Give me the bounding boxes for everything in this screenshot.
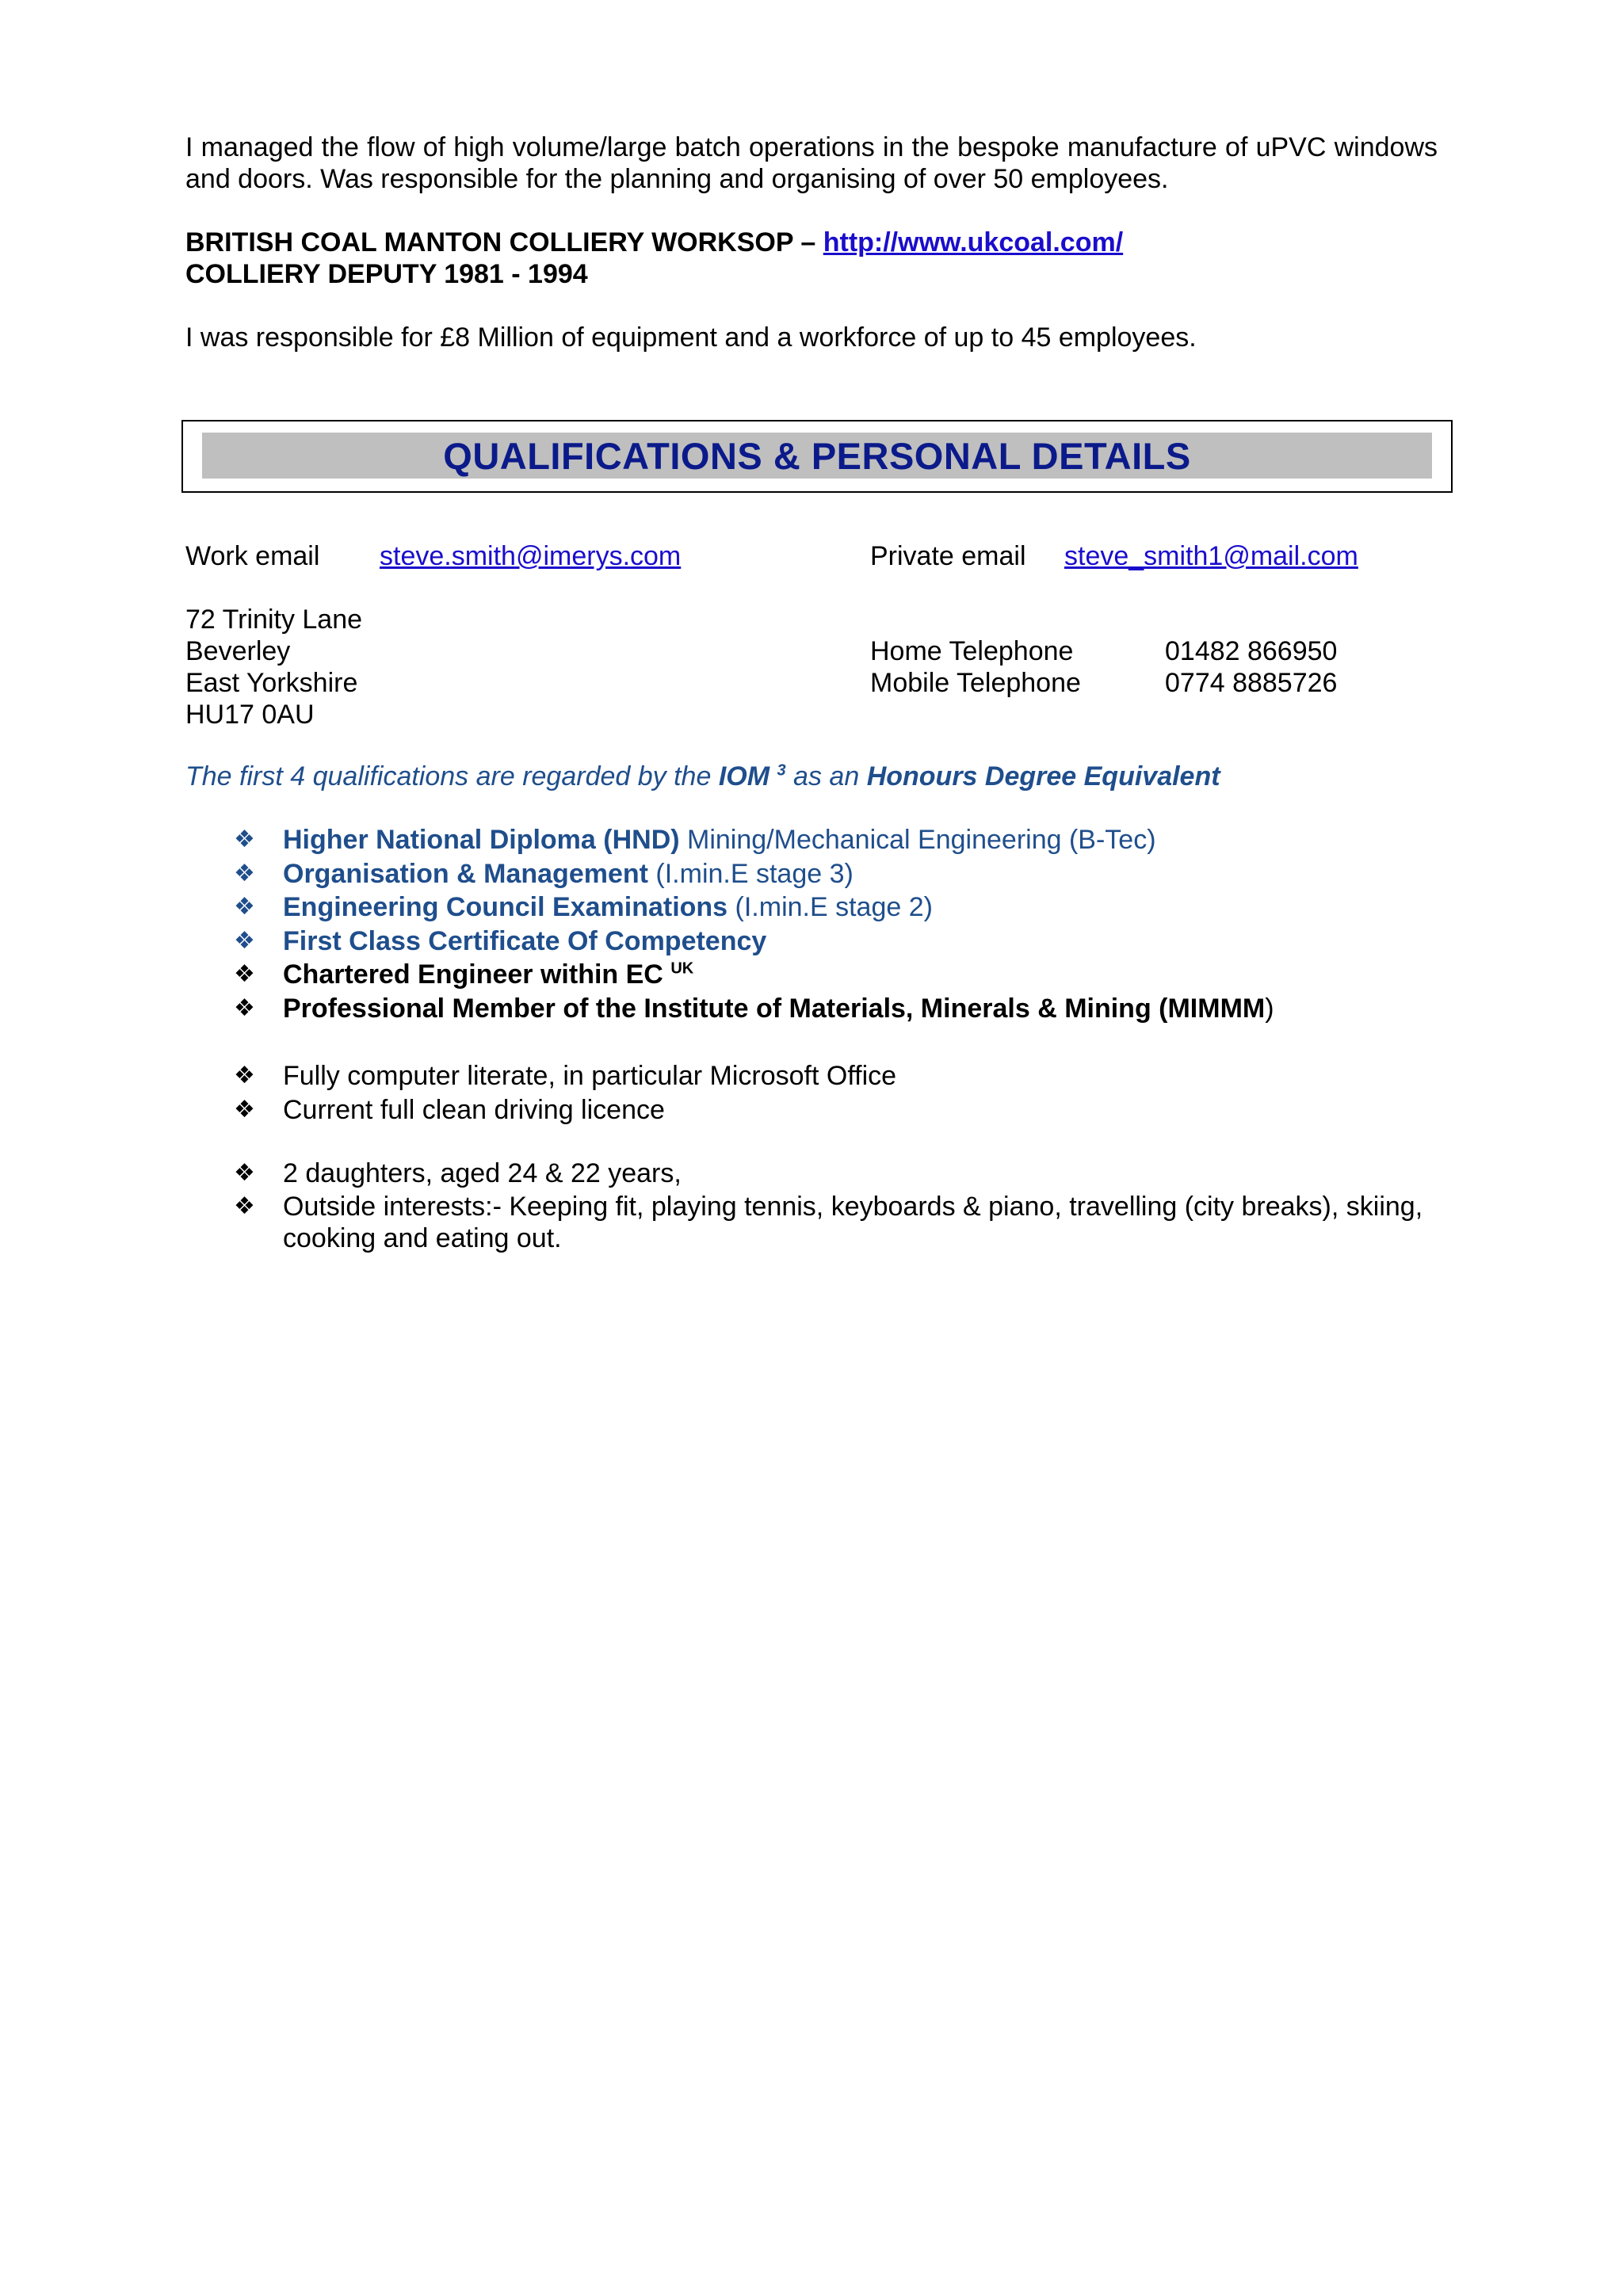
home-telephone-number: 01482 866950 [1165,636,1338,666]
address-line: East Yorkshire [185,668,358,698]
list-item [234,1093,1454,1127]
qualification-title: Professional Member of the Institute of Materials, Minerals & Mining (MIMMM [283,993,1266,1024]
qualification-title: Organisation & Management [283,858,648,889]
qualification-title: Engineering Council Examinations [283,892,728,922]
qualification-title: First Class Certificate Of Competency [283,925,767,956]
list-item [234,958,1454,992]
skill-text: Fully computer literate, in particular Microsoft Office [283,1061,897,1091]
work-email-label: Work email [185,541,320,571]
section-heading-box [181,420,1453,493]
skill-text: Current full clean driving licence [283,1094,665,1125]
section-heading-band [202,433,1432,479]
employer-name: BRITISH COAL MANTON COLLIERY WORKSOP – [185,227,823,257]
role-heading: COLLIERY DEPUTY 1981 - 1994 [185,259,588,289]
qualification-title: Higher National Diploma (HND) [283,825,680,855]
list-item [234,823,1454,857]
bullet-icon: ❖ [234,1160,255,1186]
personal-text: 2 daughters, aged 24 & 22 years, [283,1158,682,1188]
qualification-detail: (I.min.E stage 3) [647,858,854,889]
address-line: 72 Trinity Lane [185,605,363,635]
note-prefix: The first 4 qualifications are regarded by the [185,761,719,791]
note-iom: IOM [718,761,770,791]
list-item [234,925,1454,959]
bullet-icon: ❖ [234,1062,255,1089]
address-block [185,604,362,730]
mobile-telephone-label: Mobile Telephone [870,668,1081,698]
employer-website-link[interactable]: http://www.ukcoal.com/ [823,227,1124,257]
employer-heading [185,227,1438,258]
list-item [234,891,1454,925]
qualifications-note [185,761,1453,792]
mobile-telephone-number: 0774 8885726 [1165,668,1338,698]
list-item [234,1157,1454,1191]
list-item [234,992,1454,1026]
note-middle: as an [785,761,867,791]
home-telephone-label: Home Telephone [870,636,1074,666]
qualifications-list [234,823,1454,1025]
list-item [234,857,1454,891]
responsibility-paragraph: I was responsible for £8 Million of equipment and a workforce of up to 45 employees. [185,322,1197,353]
qualification-detail: (I.min.E stage 2) [727,892,933,922]
section-title: QUALIFICATIONS & PERSONAL DETAILS [443,434,1191,477]
bullet-icon: ❖ [234,826,255,852]
bullet-icon: ❖ [234,927,255,954]
address-line: HU17 0AU [185,700,315,730]
qualification-title: Chartered Engineer within EC [283,959,663,990]
bullet-icon: ❖ [234,894,255,920]
skills-list [234,1059,1454,1127]
personal-text: Outside interests:- Keeping fit, playing tennis, keyboards & piano, travelling (city breaks), skiing, cooking and eating out. [283,1191,1423,1253]
private-email-link[interactable]: steve_smith1@mail.com [1064,541,1358,571]
qualification-detail: ) [1265,993,1274,1024]
bullet-icon: ❖ [234,1096,255,1123]
note-iom-superscript: 3 [777,761,786,780]
note-honours: Honours Degree Equivalent [866,761,1220,791]
work-email-link[interactable]: steve.smith@imerys.com [380,541,682,571]
qualification-superscript: UK [670,959,694,978]
bullet-icon: ❖ [234,860,255,887]
address-line: Beverley [185,636,291,666]
bullet-icon: ❖ [234,961,255,987]
personal-list [234,1157,1454,1254]
qualification-detail: Mining/Mechanical Engineering (B-Tec) [679,825,1156,855]
bullet-icon: ❖ [234,1192,255,1219]
experience-paragraph: I managed the flow of high volume/large batch operations in the bespoke manufacture of uPVC windows and doors. Was responsible for the planning and organising of over 50 employees. [185,132,1438,194]
private-email-label: Private email [870,541,1026,571]
list-item [234,1191,1454,1254]
bullet-icon: ❖ [234,994,255,1021]
list-item [234,1059,1454,1093]
